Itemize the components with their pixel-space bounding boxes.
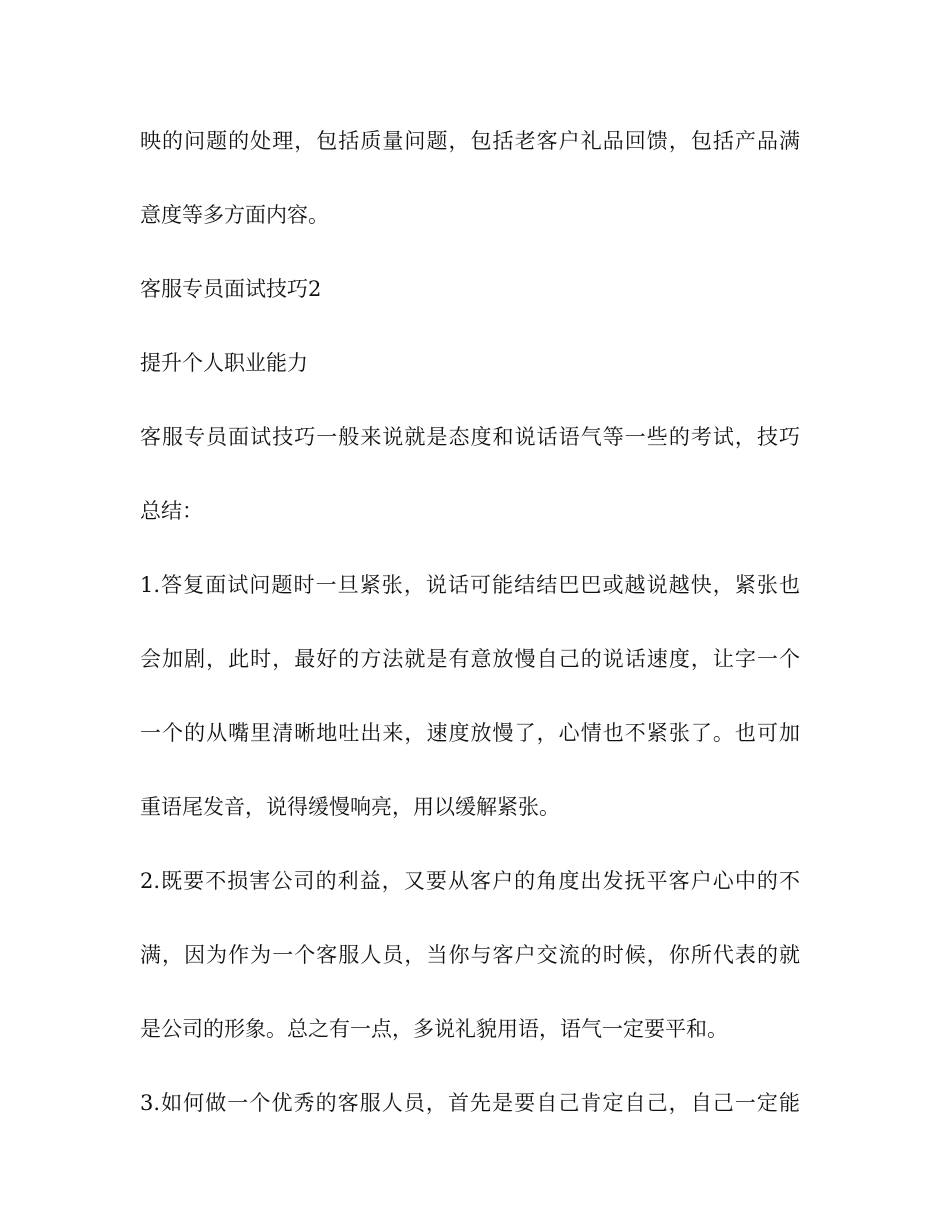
list-item-line: 满，因为作为一个客服人员，当你与客户交流的时候，你所代表的就 [140, 943, 800, 967]
list-item-line: 3.如何做一个优秀的客服人员，首先是要自己肯定自己，自己一定能 [140, 1091, 800, 1115]
paragraph-line: 意度等多方面内容。 [140, 203, 329, 227]
paragraph-line: 映的问题的处理，包括质量问题，包括老客户礼品回馈，包括产品满 [140, 129, 800, 153]
subheading: 提升个人职业能力 [140, 351, 308, 375]
paragraph-line: 客服专员面试技巧一般来说就是态度和说话语气等一些的考试，技巧 [140, 425, 800, 449]
list-item-line: 是公司的形象。总之有一点，多说礼貌用语，语气一定要平和。 [140, 1017, 728, 1041]
list-item-line: 1.答复面试问题时一旦紧张，说话可能结结巴巴或越说越快，紧张也 [140, 573, 800, 597]
section-heading: 客服专员面试技巧2 [140, 277, 322, 301]
list-item-line: 一个的从嘴里清晰地吐出来，速度放慢了，心情也不紧张了。也可加 [140, 721, 800, 745]
paragraph-line: 总结： [140, 499, 203, 523]
list-item-line: 会加剧，此时，最好的方法就是有意放慢自己的说话速度，让字一个 [140, 647, 800, 671]
list-item-line: 2.既要不损害公司的利益，又要从客户的角度出发抚平客户心中的不 [140, 869, 800, 893]
list-item-line: 重语尾发音，说得缓慢响亮，用以缓解紧张。 [140, 795, 560, 819]
